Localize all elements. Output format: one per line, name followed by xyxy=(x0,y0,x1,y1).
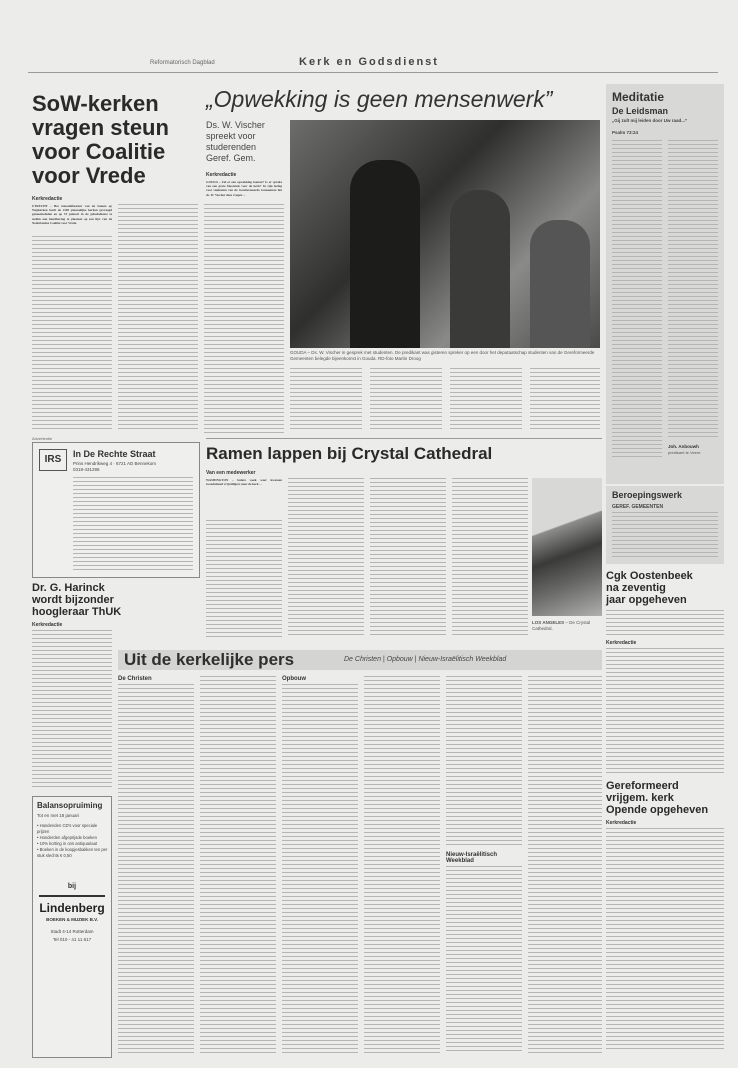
ad-lindenberg-subtitle: Tot en met 18 januari xyxy=(37,813,80,818)
pers-sources: De Christen | Opbouw | Nieuw-Israëlitisch Weekblad xyxy=(344,656,507,663)
photo-figure xyxy=(350,160,420,348)
sow-body-col2 xyxy=(118,204,198,432)
meditatie-label: Meditatie xyxy=(612,90,665,104)
gereformeerd-title-line: vrijgem. kerk xyxy=(606,792,674,804)
sow-body-col1 xyxy=(32,236,112,432)
vischer-body-col4 xyxy=(450,368,522,430)
vischer-body-col1 xyxy=(206,248,282,430)
pers-sub2: Opbouw xyxy=(282,676,306,682)
ad-lindenberg-item: • 10% korting in ons antiquariaat xyxy=(37,841,98,846)
ad-lindenberg-item: • Handenden CD's voor speciale prijzen xyxy=(37,823,98,834)
ad-name: In De Rechte Straat xyxy=(73,449,156,459)
ad-address: Prins Hendrikweg 4 · 6721 AD Bennekom xyxy=(73,461,157,466)
pers-sub1: De Christen xyxy=(118,676,152,682)
sow-lead: UTRECHT – Het remodelbestuur van de Samen op Wegkerken heeft de 2300 plaatselijke kerken gevraagd gemeenteleden en op 19 januari in de gebedsdienst te stellen aan handhaving te plaatsen op een lijst van de Nederlandse Coalitie voor Vrede. xyxy=(32,204,112,225)
crystal-body-col2 xyxy=(288,478,364,638)
crystal-body-col1 xyxy=(206,520,282,638)
meditatie-ref: Psalm 73:24 xyxy=(612,130,639,135)
vischer-photo xyxy=(290,120,600,348)
ad-lindenberg-brand: Lindenberg xyxy=(39,901,105,915)
oostenbeek-headline xyxy=(606,570,724,606)
crystal-caption: – De Crystal Cathedral. xyxy=(532,620,591,631)
meditatie-body-col1 xyxy=(612,140,662,458)
pers-body-col1 xyxy=(118,684,194,1054)
paper-name: Reformatorisch Dagblad xyxy=(150,60,215,66)
ad-lindenberg-address: Stadt 4-14 Rotterdam xyxy=(50,929,94,934)
oostenbeek-lead xyxy=(606,610,724,636)
beroeping-box xyxy=(606,486,724,564)
ad-lindenberg-items xyxy=(37,823,109,859)
oostenbeek-title-line: jaar opgeheven xyxy=(606,594,687,606)
vischer-body-col2 xyxy=(290,368,362,430)
beroeping-body xyxy=(612,512,718,558)
irs-logo-icon: IRS xyxy=(39,449,67,471)
harinck-kicker: Kerkredactie xyxy=(32,622,63,628)
ad-lindenberg-brand-sub: BOEKEN & MUZIEK B.V. xyxy=(46,917,98,922)
pers-body-col4 xyxy=(364,676,440,1054)
photo-figure xyxy=(530,220,590,348)
sow-title-line: voor Vrede xyxy=(32,163,146,188)
harinck-title-line: Dr. G. Harinck xyxy=(32,582,105,594)
ad-lindenberg-item: • Honderden afgeprijsde boeken xyxy=(37,835,97,840)
crystal-kicker: Van een medewerker xyxy=(206,470,256,476)
pers-body-col5 xyxy=(446,676,522,848)
vischer-body-col5 xyxy=(530,368,600,430)
gereformeerd-title-line: Opende opgeheven xyxy=(606,804,709,816)
harinck-title-line: wordt bijzonder xyxy=(32,594,114,606)
ad-lindenberg-item: • Boeken in de koopjesbakken ten per stuk slechts € 0,50 xyxy=(37,847,108,858)
meditatie-author: Joh. Anbouwh xyxy=(668,444,699,449)
vischer-title: „Opwekking is geen mensenwerk” xyxy=(206,86,553,112)
header-rule xyxy=(28,72,718,73)
oostenbeek-body xyxy=(606,648,724,776)
sow-kicker: Kerkredactie xyxy=(32,196,63,202)
harinck-body xyxy=(32,630,112,788)
ad-label: Advertentie xyxy=(32,436,53,441)
crystal-rule xyxy=(206,438,602,439)
oostenbeek-title-line: Cgk Oostenbeek xyxy=(606,570,693,582)
pers-body-col3 xyxy=(282,684,358,1054)
gereformeerd-kicker: Kerkredactie xyxy=(606,820,637,826)
crystal-lead: WASHINGTON – Iedere week weer kwamen tweeduizend vrijwilligers naar de kerk ... xyxy=(206,478,282,487)
ad-lindenberg-label: Balansopruiming xyxy=(37,801,103,810)
gereformeerd-headline xyxy=(606,780,724,816)
ad-lindenberg-phone: Tel 010 - 41 11 617 xyxy=(52,937,92,942)
harinck-title-line: hoogleraar ThUK xyxy=(32,606,122,618)
crystal-body-col3 xyxy=(370,478,446,638)
pers-sub3: Nieuw-Israëlitisch Weekblad xyxy=(446,852,498,864)
vischer-caption: GOUDA – Ds. W. Vischer in gesprek met studenten. De predikant was gisteren spreker op een door het deputaatschap studenten van de Gereformeerde Gemeenten belegde bijeenkomst in Gouda. RD-foto Martin Droog xyxy=(290,350,595,361)
beroeping-label: Beroepingswerk xyxy=(612,490,683,500)
pers-header xyxy=(118,650,602,670)
ad-rechte-straat xyxy=(32,442,200,578)
ad-lindenberg-bij: bij xyxy=(67,883,77,890)
harinck-headline xyxy=(32,582,192,618)
meditatie-body-col2 xyxy=(668,140,718,440)
crystal-title: Ramen lappen bij Crystal Cathedral xyxy=(206,444,493,463)
pers-body-col5b xyxy=(446,866,522,1054)
oostenbeek-title-line: na zeventig xyxy=(606,582,666,594)
vischer-body-col3 xyxy=(370,368,442,430)
vischer-kicker: Kerkredactie xyxy=(206,172,237,178)
photo-figure xyxy=(450,190,510,348)
crystal-caption-place: LOS ANGELES xyxy=(532,620,565,625)
ad-lindenberg xyxy=(32,796,112,1058)
pers-body-col2 xyxy=(200,676,276,1054)
meditatie-box xyxy=(606,84,724,484)
crystal-photo xyxy=(532,478,602,616)
pers-body-col6 xyxy=(528,676,602,1054)
oostenbeek-kicker: Kerkredactie xyxy=(606,640,637,646)
vischer-deck: Ds. W. Vischer spreekt voor studerenden Geref. Gem. xyxy=(206,120,265,163)
sow-title-line: vragen steun xyxy=(32,115,169,140)
crystal-body-col4 xyxy=(452,478,528,638)
ad-phone: 0318-431298 xyxy=(73,467,100,472)
meditatie-author-role: predikant te Veere xyxy=(668,450,701,455)
beroeping-church: GEREF. GEMEENTEN xyxy=(612,504,664,510)
vischer-lead: GOUDA – Zal er een opwekking komen? Is er sprake van een grote blootstuk voor de kerk? In zijn lezing voor studenten van de Gereformeerde Gemeenten liet ds. W. Vischer deze vragen ... xyxy=(206,180,282,197)
gereformeerd-title-line: Gereformeerd xyxy=(606,780,679,792)
gereformeerd-body xyxy=(606,828,724,1050)
meditatie-quote: „Gij zult mij leiden door Uw raad...” xyxy=(612,118,688,123)
sow-title-line: SoW-kerken xyxy=(32,91,159,116)
section-title: Kerk en Godsdienst xyxy=(299,56,439,68)
ad-body xyxy=(73,477,193,571)
meditatie-title: De Leidsman xyxy=(612,106,669,116)
pers-label: Uit de kerkelijke pers xyxy=(124,650,295,669)
sow-headline xyxy=(32,92,212,188)
sow-title-line: voor Coalitie xyxy=(32,139,166,164)
